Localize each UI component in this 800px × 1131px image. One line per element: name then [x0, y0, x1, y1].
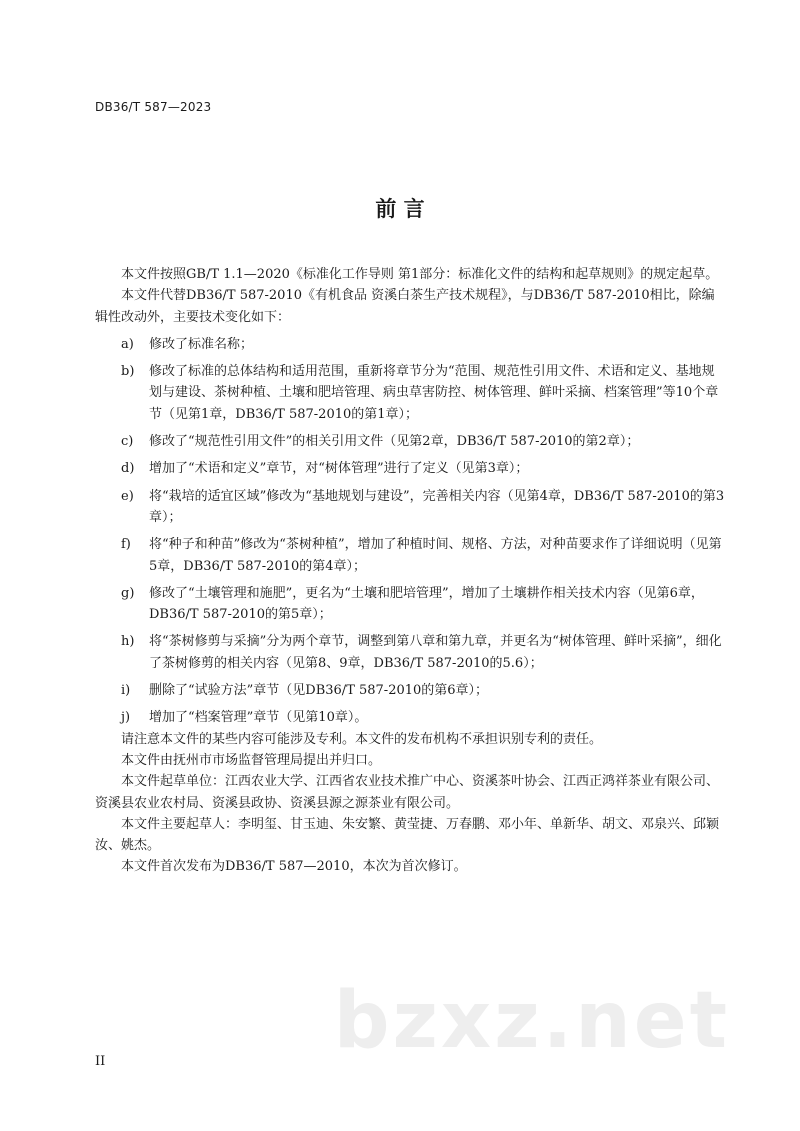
list-item-label: j) [121, 710, 131, 726]
list-item [95, 707, 725, 728]
proposer-paragraph: 本文件由抚州市市场监督管理局提出并归口。 [121, 752, 382, 768]
list-item-text: 将“栽培的适宜区域”修改为“基地规划与建设”，完善相关内容（见第4章，DB36/T 587-2010的第3章）； [149, 488, 725, 525]
list-item [95, 486, 725, 529]
list-item-label: b) [121, 364, 135, 380]
intro-paragraph: 本文件代替DB36/T 587-2010《有机食品 资溪白茶生产技术规程》，与DB36/T 587-2010相比，除编辑性改动外，主要技术变化如下： [95, 288, 715, 325]
list-item-label: i) [121, 683, 131, 699]
list-item-text: 增加了“档案管理”章节（见第10章）。 [149, 710, 368, 726]
list-item-text: 修改了标准的总体结构和适用范围，重新将章节分为“范围、规范性引用文件、术语和定义、基地规划与建设、茶树种植、土壤和肥培管理、病虫草害防控、树体管理、鲜叶采摘、档案管理”等10个章节（见第1章，DB36/T 587-2010的第1章）； [149, 364, 719, 422]
list-item-label: c) [121, 434, 134, 450]
patent-notice: 请注意本文件的某些内容可能涉及专利。本文件的发布机构不承担识别专利的责任。 [121, 731, 603, 747]
edition-history: 本文件首次发布为DB36/T 587—2010，本次为首次修订。 [121, 859, 467, 875]
document-code: DB36/T 587—2023 [95, 100, 212, 114]
list-item [95, 361, 725, 425]
changes-list [95, 334, 725, 729]
list-item-label: h) [121, 634, 135, 650]
list-item-label: g) [121, 585, 135, 601]
list-item-text: 将“种子和种苗”修改为“茶树种植”，增加了种植时间、规格、方法，对种苗要求作了详细说明（见第5章，DB36/T 587-2010的第4章）； [149, 537, 722, 574]
list-item-text: 修改了“规范性引用文件”的相关引用文件（见第2章，DB36/T 587-2010的第2章）； [149, 434, 640, 450]
intro-paragraph: 本文件按照GB/T 1.1—2020《标准化工作导则 第1部分：标准化文件的结构和起草规则》的规定起草。 [121, 267, 719, 282]
list-item-text: 修改了“土壤管理和施肥”，更名为“土壤和肥培管理”，增加了土壤耕作相关技术内容（见第6章，DB36/T 587-2010的第5章）； [149, 585, 704, 623]
list-item-label: e) [121, 488, 134, 504]
list-item [95, 534, 725, 577]
list-item [95, 431, 725, 452]
list-item-text: 增加了“术语和定义”章节，对“树体管理”进行了定义（见第3章）； [149, 461, 529, 477]
page-title: 前 言 [375, 197, 425, 221]
list-item-text: 将“茶树修剪与采摘”分为两个章节，调整到第八章和第九章，并更名为“树体管理、鲜叶采摘”，细化了茶树修剪的相关内容（见第8、9章，DB36/T 587-2010的5.6）； [149, 634, 722, 671]
list-item [95, 334, 725, 355]
list-item-label: d) [121, 461, 135, 477]
list-item [95, 680, 725, 701]
drafters: 本文件主要起草人：李明玺、甘玉迪、朱安繁、黄莹捷、万春鹏、邓小年、单新华、胡文、邓泉兴、邱颖汝、姚杰。 [95, 816, 720, 854]
watermark: bzxz.net [333, 976, 730, 1066]
list-item [95, 458, 725, 479]
page-number: II [95, 1054, 106, 1069]
list-item [95, 631, 725, 674]
list-item-text: 修改了标准名称； [149, 336, 254, 352]
list-item-label: a) [121, 336, 134, 352]
drafting-units: 本文件起草单位：江西农业大学、江西省农业技术推广中心、资溪茶叶协会、江西正鸿祥茶业有限公司、资溪县农业农村局、资溪县政协、资溪县源之源茶业有限公司。 [95, 774, 720, 811]
document-body [95, 264, 725, 878]
list-item-text: 删除了“试验方法”章节（见DB36/T 587-2010的第6章）； [149, 683, 489, 699]
list-item [95, 583, 725, 626]
list-item-label: f) [121, 537, 131, 553]
